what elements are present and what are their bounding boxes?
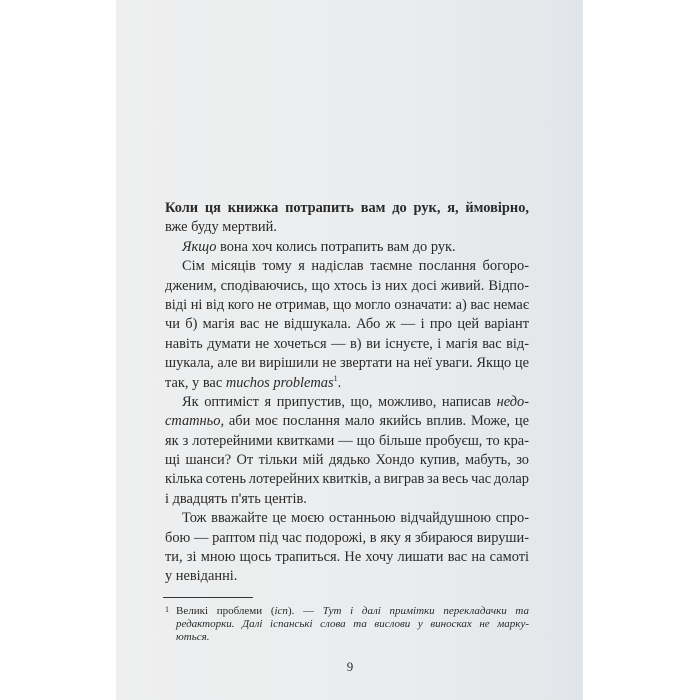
footnote-marker: 1 <box>165 605 169 614</box>
text-line: навіть думати не хочеться — в) ви існуєте, і магія вас від- <box>165 335 529 352</box>
text-line: ти, зі мною щось трапиться. Не хочу лишати вас на самоті <box>165 549 529 566</box>
footnote-line <box>176 605 529 618</box>
footnote-line: редакторки. Далі іспанські слова та вислови у виносках не марку- <box>176 618 529 630</box>
page-number: 9 <box>346 659 354 674</box>
text-line <box>165 412 529 431</box>
footnote <box>165 605 529 644</box>
text-line: у невіданні. <box>165 568 238 585</box>
text-run: так, у вас <box>165 374 226 391</box>
text-line <box>165 374 529 393</box>
text-line: кілька сотень лотерейних квитків, а виграв за весь час долар <box>165 471 529 488</box>
text-line <box>165 393 529 412</box>
text-line: Сім місяців тому я надіслав таємне послання богоро- <box>182 258 529 275</box>
text-line: шукала, але ви вирішили не звертати на неї уваги. Якщо це <box>165 355 529 372</box>
body-text <box>165 199 529 587</box>
text-line: вже буду мертвий. <box>165 219 277 236</box>
emphasis: статньо <box>165 413 221 430</box>
text-line: чи б) магія вас не відшукала. Або ж — і про цей варіант <box>165 316 529 333</box>
text-run: вона хоч колись потрапить вам до рук. <box>216 238 456 255</box>
text-run: Великі проблеми ( <box>176 605 275 617</box>
text-run: Як оптиміст я припустив, що, можливо, написав <box>182 393 497 410</box>
text-line: віді ні від кого не отримав, що могло означати: а) вас немає <box>165 296 529 313</box>
text-line: і двадцять п'ять центів. <box>165 490 307 507</box>
emphasis: ісп <box>274 605 288 617</box>
text-run: , аби моє послання мало якийсь вплив. Може, це <box>220 413 529 430</box>
emphasis: Тут і далі примітки перекладачки та <box>322 605 529 617</box>
emphasis: Якщо <box>182 238 217 255</box>
text-line: як з лотерейними квитками — що більше пробуєш, то кра- <box>165 432 529 449</box>
opening-line: Коли ця книжка потрапить вам до рук, я, ймовірно, <box>165 200 529 216</box>
text-line: щі шанси? От тільки мій дядько Хондо купив, мабуть, зо <box>165 452 529 469</box>
footnote-line: ються. <box>176 631 210 643</box>
text-line: бою — раптом під час подорожі, в яку я збираюся вируши- <box>165 529 529 546</box>
text-line: Тож вважайте це моєю останньою відчайдушною спро- <box>182 510 529 527</box>
footnote-ref[interactable]: 1 <box>333 373 338 383</box>
text-line: дженим, сподіваючись, що хтось із них досі живий. Відпо- <box>165 277 529 294</box>
emphasis: muchos problemas <box>225 374 334 391</box>
emphasis: недо- <box>496 393 529 410</box>
footnote-divider <box>163 597 253 598</box>
text-line <box>165 238 529 257</box>
text-run: . <box>337 374 342 391</box>
text-run: ). — <box>287 605 323 617</box>
